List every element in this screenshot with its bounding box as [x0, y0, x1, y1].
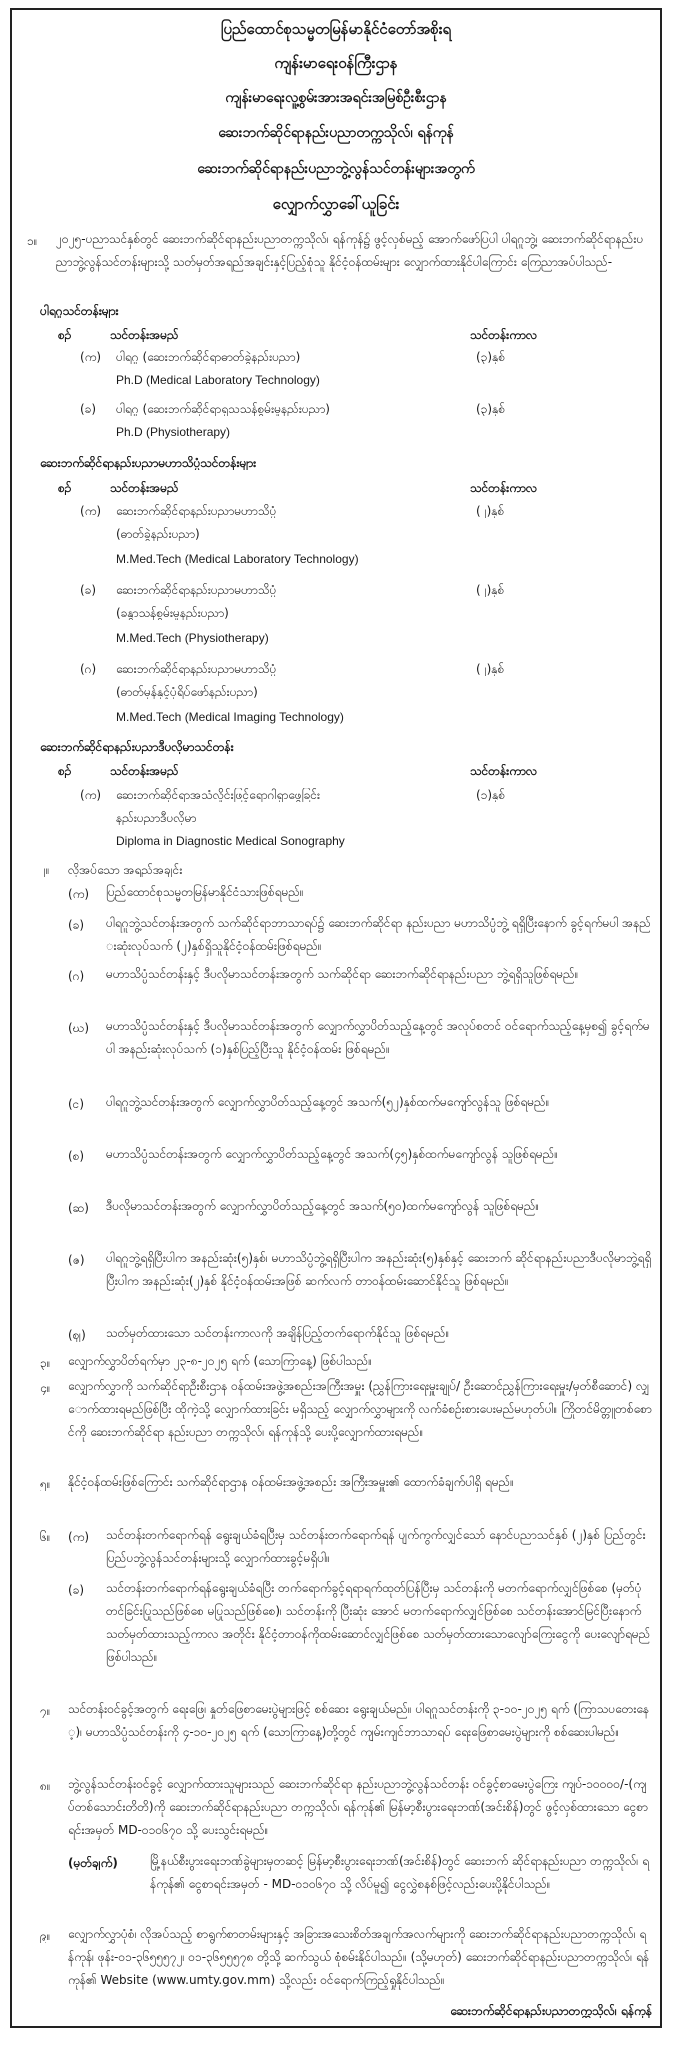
penalty-item-no: (ခ): [68, 1583, 85, 1597]
contact-text: လျှောက်လွှာပုံစံ၊ လိုအပ်သည့် စာရွက်စာတမ်းများနှင့် အခြားအသေးစိတ်အချက်အလက်များကို ဆေးဘက်ဆိုင်ရာနည်းပညာတက္ကသိုလ်၊ ရန်ကုန်၊ ဖုန်း-၀၁-၃၆၅၅၅၇၂၊ ၀၁-၃၆၅၅၅၇၈ တို့သို့ ဆက်သွယ် စုံစမ်းနိုင်ပါသည်။ (သို့မဟုတ်) ဆေးဘက်ဆိုင်ရာနည်းပညာတက္ကသိုလ်၊ ရန်ကုန်၏ Website (www.umty.gov.mm) သို့လည်း ဝင်ရောက်ကြည့်ရှုနိုင်ပါသည်။: [68, 1927, 650, 1987]
master-item-duration: (၂)နှစ်: [476, 662, 505, 676]
header-line-3: ကျန်းမာရေးလူ့စွမ်းအားအရင်းအမြစ်ဦးစီးဌာန: [225, 90, 447, 106]
header-line-5: ဆေးဘက်ဆိုင်ရာနည်းပညာဘွဲ့လွန်သင်တန်းများအတွက်: [197, 161, 475, 177]
qual-item-no: (ဈ): [68, 1328, 86, 1342]
qual-item-no: (ဇ): [68, 1253, 85, 1267]
qual-item-text: ပြည်ထောင်စုသမ္မတမြန်မာနိုင်ငံသားဖြစ်ရမည်။: [106, 885, 304, 899]
master-item-subject: (ခန္ဓာသန်စွမ်းမှုနည်းပညာ): [116, 606, 229, 620]
master-item-duration: (၂)နှစ်: [476, 583, 505, 597]
qual-item-no: (ဃ): [68, 1021, 90, 1035]
phd-item-name-en: Ph.D (Medical Laboratory Technology): [116, 373, 320, 387]
master-col-no: စဉ်: [58, 481, 72, 495]
qual-item-no: (စ): [68, 1149, 85, 1163]
master-item-name-en: M.Med.Tech (Physiotherapy): [116, 631, 269, 645]
header-line-2: ကျန်းမာရေးဝန်ကြီးဌာန: [274, 54, 398, 72]
endorsement-text: နိုင်ငံ့ဝန်ထမ်းဖြစ်ကြောင်း သက်ဆိုင်ရာဌာန ဝန်ထမ်းအဖွဲ့အစည်း အကြီးအမှူး၏ ထောက်ခံချက်ပါရှိ ရမည်။: [68, 1475, 514, 1489]
section-3-number: ၃။: [40, 1356, 51, 1370]
diploma-item-name-en: Diploma in Diagnostic Medical Sonography: [116, 834, 345, 848]
section-4-number: ၄။: [40, 1381, 51, 1395]
penalty-item-text: သင်တန်းတက်ရောက်ရန်ရွေးချယ်ခံရပြီး တက်ရောက်ခွင့်ရရာရက်ထုတ်ပြန်ပြီးမှ သင်တန်းကို မတက်ရောက်လျှင်ဖြစ်စေ (မှတ်ပုံတင်ခြင်းပြုသည်ဖြစ်စေ မပြုသည်ဖြစ်စေ)၊ သင်တန်းကို ပြီးဆုံး အောင် မတက်ရောက်လျှင်ဖြစ်စေ သင်တန်းအောင်မြင်ပြီးနောက်သတ်မှတ်ထားသည့်ကာလ အတိုင်း နိုင်ငံ့တာဝန်ကိုထမ်းဆောင်လျှင်ဖြစ်စေ သတ်မှတ်ထားသောလျော်ကြေးငွေကို ပေးလျော်ရမည်ဖြစ်ပါသည်။: [106, 1581, 651, 1664]
qual-item-text: မဟာသိပ္ပံသင်တန်းနှင့် ဒီပလိုမာသင်တန်းအတွက် လျှောက်လွှာပိတ်သည့်နေ့တွင် အလုပ်စတင် ဝင်ရောက်သည့်နေ့မှစ၍ ခွင့်ရက်မပါ အနည်းဆုံးလုပ်သက် (၁)နှစ်ပြည့်ပြီးသူ နိုင်ငံ့ဝန်ထမ်း ဖြစ်ရမည်။: [106, 1019, 650, 1056]
master-item-subject: (ဓာတ်မှန်နှင့်ပုံရိပ်ဖော်နည်းပညာ): [116, 685, 258, 699]
intro-number: ၁။: [27, 234, 38, 248]
master-col-duration: သင်တန်းကာလ: [470, 481, 538, 495]
qual-item-text: ဒီပလိုမာသင်တန်းအတွက် လျှောက်လွှာပိတ်သည့်နေ့တွင် အသက်(၅၀)ထက်မကျော်လွန် သူဖြစ်ရမည်။: [106, 1199, 540, 1213]
phd-item-no: (က): [80, 350, 102, 364]
phd-col-duration: သင်တန်းကာလ: [470, 328, 538, 342]
diploma-item-no: (က): [80, 788, 102, 802]
diploma-item-name: ဆေးဘက်ဆိုင်ရာအသံလှိုင်းဖြင့်ရောဂါရှာဖွေခြင်း: [116, 788, 321, 802]
qual-number: ၂။: [40, 863, 50, 877]
submission-text: လျှောက်လွှာကို သက်ဆိုင်ရာဦးစီးဌာန ဝန်ထမ်းအဖွဲ့အစည်းအကြီးအမှူး (ညွှန်ကြားရေးမှူးချုပ်/ ဦးဆောင်ညွှန်ကြားရေးမှူး/မှတ်စီဆောင်) လျှောက်ထားရမည်ဖြစ်ပြီး ထိုကဲ့သို့ လျှောက်ထားခြင်း မရှိသည့် လျှောက်လွှာများကို လက်ခံစဉ်းစားပေးမည်မဟုတ်ပါ။ ကြိုတင်မိတ္တူတစ်စောင်ကို ဆေးဘက်ဆိုင်ရာ နည်းပညာ တက္ကသိုလ်၊ ရန်ကုန်သို့ ပေးပို့လျှောက်ထားရမည်။: [68, 1379, 652, 1439]
section-7-number: ၇။: [40, 1704, 51, 1718]
qual-item-no: (ခ): [68, 918, 85, 932]
qual-item-text: ပါရဂူဘွဲ့ရရှိပြီးပါက အနည်းဆုံး(၅)နှစ်၊ မဟာသိပ္ပံဘွဲ့ရရှိပြီးပါက အနည်းဆုံး(၅)နှစ်နှင့် ဆေးဘက် ဆိုင်ရာနည်းပညာဒီပလိုမာဘွဲ့ရရှိပြီးပါက အနည်းဆုံး(၂)နှစ် နိုင်ငံ့ဝန်ထမ်းအဖြစ် ဆက်လက် တာဝန်ထမ်းဆောင်နိုင်သူ ဖြစ်ရမည်။: [106, 1251, 652, 1288]
note-text: မြို့နယ်စီးပွားရေးဘဏ်ခွဲများမှတဆင့် မြန်မာ့စီးပွားရေးဘဏ်(အင်းစိန်)တွင် ဆေးဘက် ဆိုင်ရာနည်းပညာ တက္ကသိုလ်၊ ရန်ကုန်၏ ငွေစာရင်းအမှတ် - MD-၀၁၀၆၇၀ သို့ လိပ်မူ၍ ငွေလွှဲစနစ်ဖြင့်လည်းပေးပို့နိုင်ပါသည်။: [150, 1854, 650, 1891]
qual-title: လိုအပ်သော အရည်အချင်း: [68, 863, 183, 877]
qual-item-text: သတ်မှတ်ထားသော သင်တန်းကာလကို အချိန်ပြည့်တက်ရောက်နိုင်သူ ဖြစ်ရမည်။: [106, 1326, 450, 1340]
section-5-number: ၅။: [40, 1477, 51, 1491]
master-item-duration: (၂)နှစ်: [476, 504, 505, 518]
qual-item-text: မဟာသိပ္ပံသင်တန်းအတွက် လျှောက်လွှာပိတ်သည့်နေ့တွင် အသက်(၄၅)နှစ်ထက်မကျော်လွန် သူဖြစ်ရမည်။: [106, 1147, 558, 1161]
master-item-name-en: M.Med.Tech (Medical Laboratory Technology): [116, 552, 359, 566]
phd-item-duration: (၃)နှစ်: [476, 402, 506, 416]
qual-item-text: ပါရဂူဘွဲ့သင်တန်းအတွက် သက်ဆိုင်ရာဘာသာရပ်၌ ဆေးဘက်ဆိုင်ရာ နည်းပညာ မဟာသိပ္ပံဘွဲ့ ရရှိပြီးနောက် ခွင့်ရက်မပါ အနည်းဆုံးလုပ်သက် (၂)နှစ်ရှိသူနိုင်ငံ့ဝန်ထမ်းဖြစ်ရမည်။: [106, 916, 651, 953]
master-col-name: သင်တန်းအမည်: [110, 481, 179, 495]
diploma-item-subject: နည်းပညာဒီပလိုမာ: [116, 811, 197, 825]
phd-item-name-en: Ph.D (Physiotherapy): [116, 425, 231, 439]
master-item-subject: (ဓာတ်ခွဲနည်းပညာ): [116, 527, 200, 541]
penalty-item-text: သင်တန်းတက်ရောက်ရန် ရွေးချယ်ခံရပြီးမှ သင်တန်းတက်ရောက်ရန် ပျက်ကွက်လျှင်သော် နောင်ပညာသင်နှစ် (၂)နှစ် ပြည်တွင်း ပြည်ပဘွဲ့လွန်သင်တန်းများသို့ လျှောက်ထားခွင့်မရှိပါ။: [106, 1528, 646, 1565]
phd-item-no: (ခ): [80, 402, 97, 416]
master-item-no: (ခ): [80, 583, 97, 597]
header-line-1: ပြည်ထောင်စုသမ္မတမြန်မာနိုင်ငံတော်အစိုးရ: [220, 20, 452, 38]
diploma-col-duration: သင်တန်းကာလ: [470, 764, 538, 778]
master-item-no: (က): [80, 504, 102, 518]
master-item-name: ဆေးဘက်ဆိုင်ရာနည်းပညာမဟာသိပ္ပံ: [116, 583, 277, 597]
note-label: (မှတ်ချက်): [68, 1856, 118, 1870]
section-6-number: ၆။: [40, 1530, 51, 1544]
intro-text: ၂၀၂၅-ပညာသင်နှစ်တွင် ဆေးဘက်ဆိုင်ရာနည်းပညာတက္ကသိုလ်၊ ရန်ကုန်၌ ဖွင့်လှစ်မည့် အောက်ဖော်ပြပါ ပါရဂူဘွဲ့၊ ဆေးဘက်ဆိုင်ရာနည်းပညာဘွဲ့လွန်သင်တန်းများသို့ သတ်မှတ်အရည်အချင်းနှင့်ပြည့်စုံသူ နိုင်ငံ့ဝန်ထမ်းများ လျှောက်ထားနိုင်ပါကြောင်း ကြေညာအပ်ပါသည်-: [56, 232, 644, 269]
qual-item-text: ပါရဂူဘွဲ့သင်တန်းအတွက် လျှောက်လွှာပိတ်သည့်နေ့တွင် အသက်(၅၂)နှစ်ထက်မကျော်လွန်သူ ဖြစ်ရမည်။: [106, 1095, 550, 1109]
qual-item-no: (ဂ): [68, 969, 85, 983]
header-line-4: ဆေးဘက်ဆိုင်ရာနည်းပညာတက္ကသိုလ်၊ ရန်ကုန်: [218, 125, 454, 141]
master-item-name: ဆေးဘက်ဆိုင်ရာနည်းပညာမဟာသိပ္ပံ: [116, 504, 277, 518]
qual-item-no: (က): [68, 887, 90, 901]
phd-section-title: ပါရဂူသင်တန်းများ: [40, 304, 119, 318]
phd-col-no: စဉ်: [58, 328, 72, 342]
notice-title: လျှောက်လွှာခေါ်ယူခြင်း: [272, 195, 400, 213]
qual-item-text: မဟာသိပ္ပံသင်တန်းနှင့် ဒီပလိုမာသင်တန်းအတွက် သက်ဆိုင်ရာ ဆေးဘက်ဆိုင်ရာနည်းပညာ ဘွဲ့ရရှိသူဖြစ်ရမည်။: [106, 967, 579, 981]
closing-date-text: လျှောက်လွှာပိတ်ရက်မှာ ၂၃-၈-၂၀၂၅ ရက် (သောကြာနေ့) ဖြစ်ပါသည်။: [68, 1354, 373, 1368]
section-9-number: ၉။: [40, 1929, 51, 1943]
penalty-item-no: (က): [68, 1530, 90, 1544]
qual-item-no: (င): [68, 1097, 85, 1111]
diploma-section-title: ဆေးဘက်ဆိုင်ရာနည်းပညာဒီပလိုမာသင်တန်း: [40, 740, 234, 754]
exam-fee-text: ဘွဲ့လွန်သင်တန်းဝင်ခွင့် လျှောက်ထားသူများသည် ဆေးဘက်ဆိုင်ရာ နည်းပညာဘွဲ့လွန်သင်တန်း ဝင်ခွင့်စာမေးပွဲကြေး ကျပ်-၁၀၀၀၀/-(ကျပ်တစ်သောင်းတိတိ)ကို ဆေးဘက်ဆိုင်ရာနည်းပညာ တက္ကသိုလ်၊ ရန်ကုန်၏ မြန်မာ့စီးပွားရေးဘဏ်(အင်းစိန်)တွင် ဖွင့်လှစ်ထားသော ငွေစာရင်းအမှတ် MD-၀၁၀၆၇၀ သို့ ပေးသွင်းရမည်။: [68, 1777, 648, 1837]
diploma-item-duration: (၁)နှစ်: [476, 788, 506, 802]
phd-item-duration: (၃)နှစ်: [476, 350, 506, 364]
diploma-col-no: စဉ်: [58, 764, 72, 778]
qual-item-no: (ဆ): [68, 1201, 89, 1215]
issuer-signature: ဆေးဘက်ဆိုင်ရာနည်းပညာတက္ကသိုလ်၊ ရန်ကုန်: [450, 2004, 652, 2018]
master-section-title: ဆေးဘက်ဆိုင်ရာနည်းပညာမဟာသိပ္ပံသင်တန်းများ: [40, 456, 257, 470]
master-item-name-en: M.Med.Tech (Medical Imaging Technology): [116, 710, 344, 724]
master-item-no: (ဂ): [80, 662, 97, 676]
exam-schedule-text: သင်တန်းဝင်ခွင့်အတွက် ရေးဖြေ၊ နှုတ်ဖြေစာမေးပွဲများဖြင့် စစ်ဆေး ရွေးချယ်မည်။ ပါရဂူသင်တန်းကို ၃-၁၀-၂၀၂၅ ရက် (ကြာသပတေးနေ့)၊ မဟာသိပ္ပံသင်တန်းကို ၄-၁၀-၂၀၂၅ ရက် (သောကြာနေ့)တို့တွင် ကျမ်းကျင်ဘာသာရပ် ရေးဖြေစာမေးပွဲများကို စစ်ဆေးပါမည်။: [68, 1702, 650, 1739]
phd-col-name: သင်တန်းအမည်: [110, 328, 179, 342]
section-8-number: ၈။: [40, 1779, 51, 1793]
master-item-name: ဆေးဘက်ဆိုင်ရာနည်းပညာမဟာသိပ္ပံ: [116, 662, 277, 676]
phd-item-name: ပါရဂူ (ဆေးဘက်ဆိုင်ရာဓာတ်ခွဲနည်းပညာ): [116, 350, 301, 364]
phd-item-name: ပါရဂူ (ဆေးဘက်ဆိုင်ရာရှသသန်စွမ်းမှုနည်းပညာ): [116, 402, 330, 416]
diploma-col-name: သင်တန်းအမည်: [110, 764, 179, 778]
